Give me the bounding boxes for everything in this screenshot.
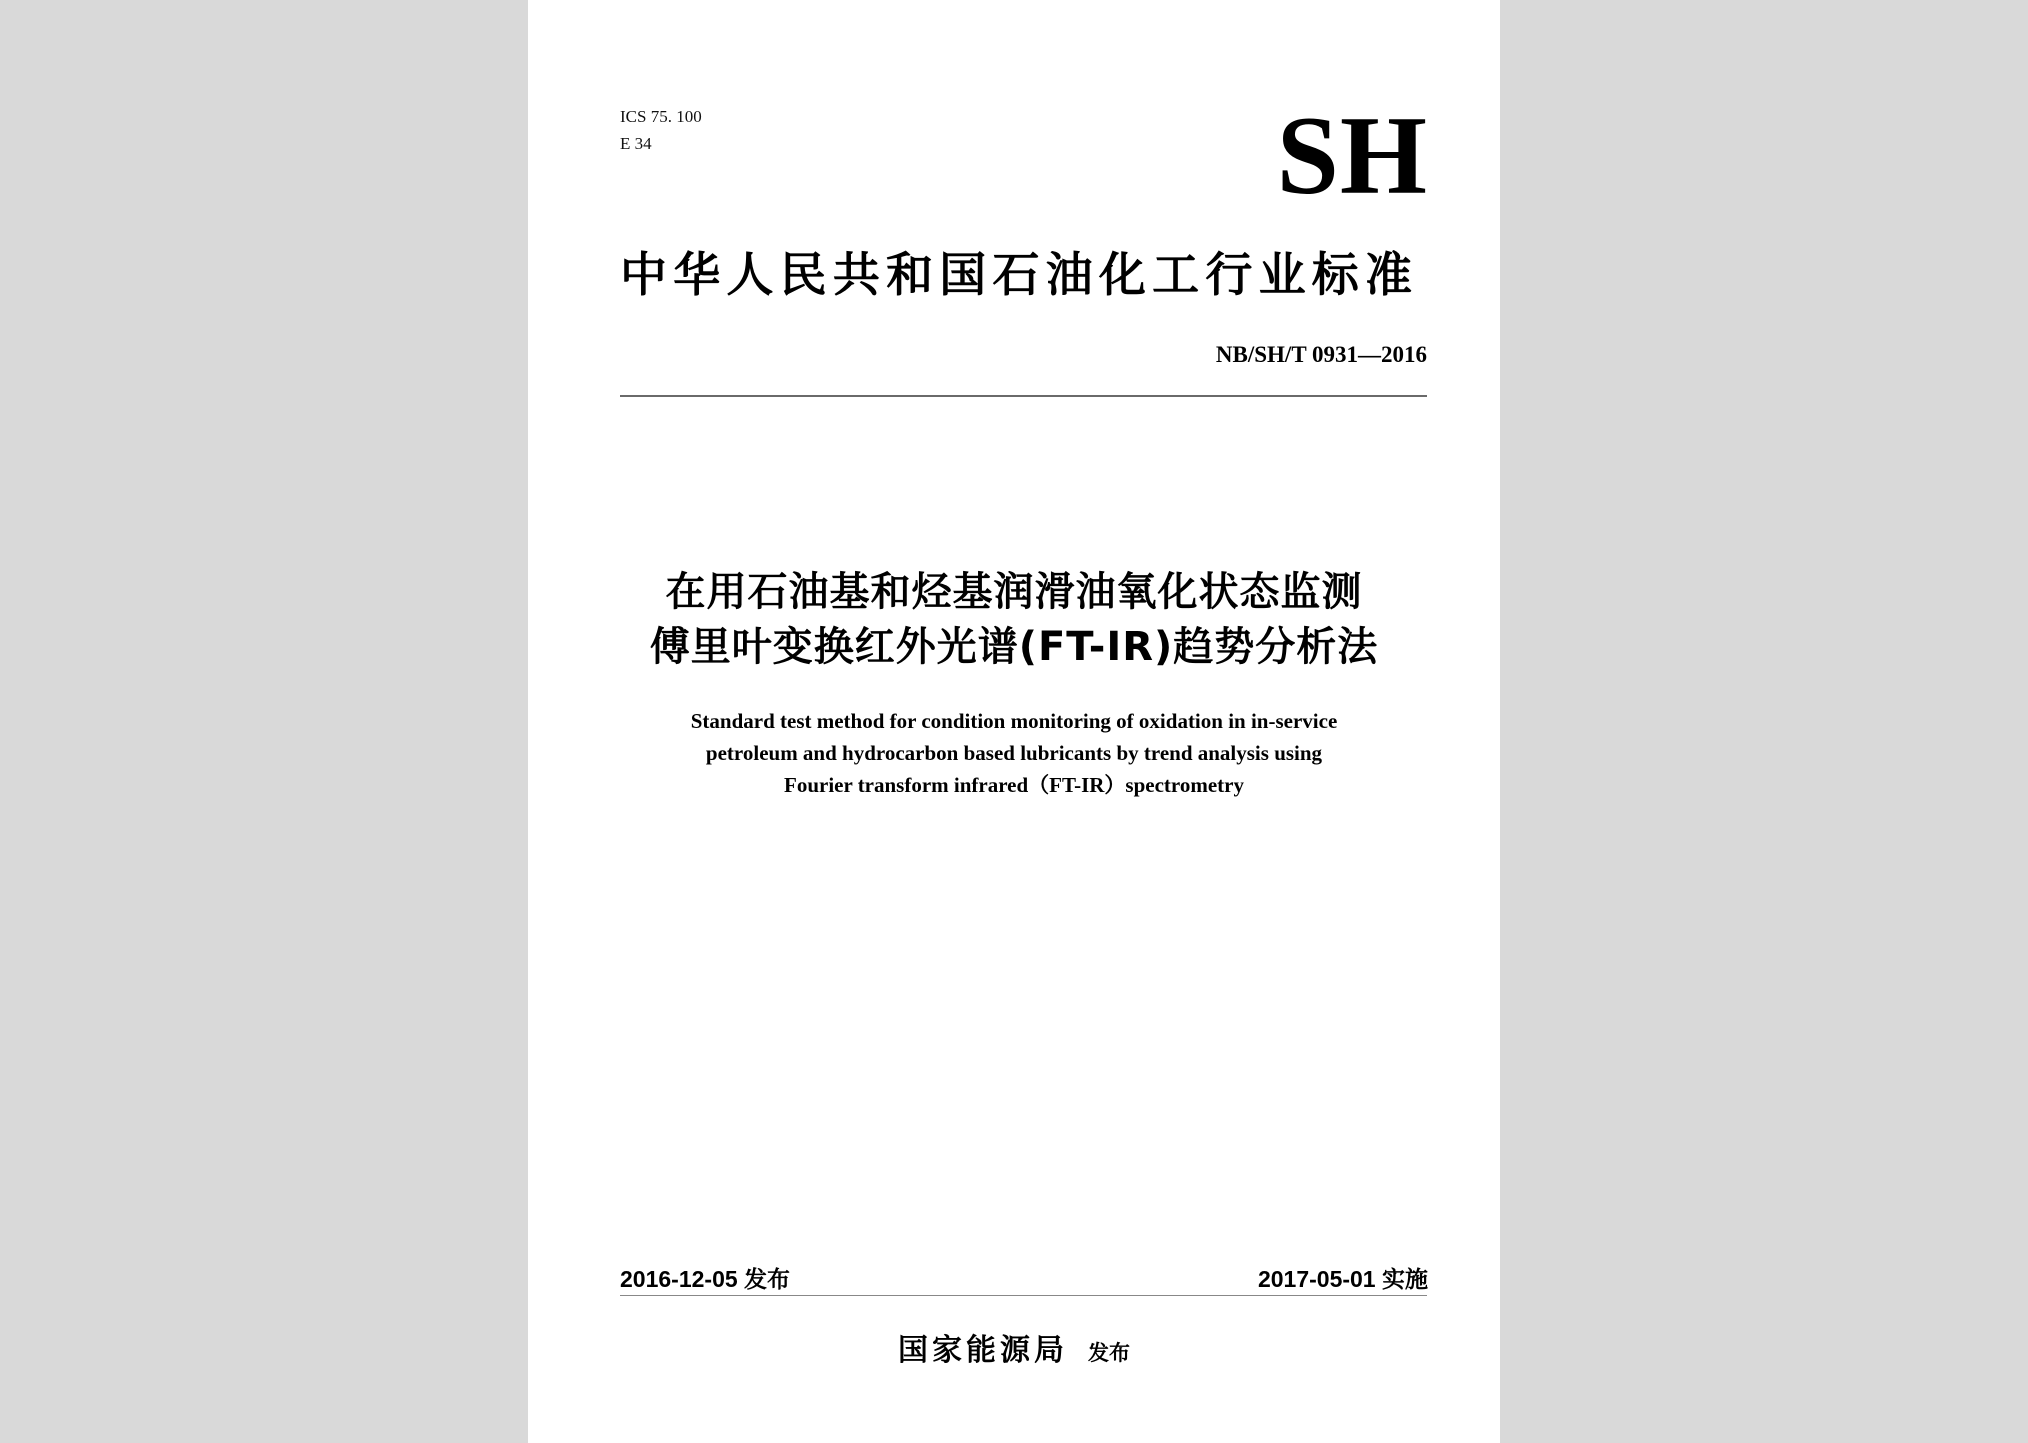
chinese-title-line-2: 傅里叶变换红外光谱(FT-IR)趋势分析法 [649, 624, 1379, 670]
chinese-title-line-1: 在用石油基和烃基润滑油氧化状态监测 [665, 569, 1363, 615]
standard-number: NB/SH/T 0931—2016 [1215, 342, 1427, 367]
english-title-line-3: Fourier transform infrared（FT-IR）spectrometry [784, 773, 1244, 797]
sh-logo: SH [1276, 94, 1428, 218]
english-title-line-1: Standard test method for condition monitoring of oxidation in in-service [690, 709, 1338, 733]
implementation-date: 2017-05-01 实施 [1257, 1266, 1428, 1292]
publisher-line [528, 1325, 1500, 1369]
document-cover-page [528, 0, 1500, 1443]
publisher-organization: 国家能源局 [898, 1333, 1068, 1368]
english-title [528, 705, 1500, 801]
category-code: E 34 [620, 134, 652, 153]
classification-codes [620, 103, 702, 157]
issue-date: 2016-12-05 发布 [620, 1266, 791, 1292]
english-title-line-2: petroleum and hydrocarbon based lubricants by trend analysis using [705, 741, 1323, 765]
footer-divider [620, 1295, 1427, 1296]
publisher-verb: 发布 [1088, 1341, 1130, 1365]
chinese-title [528, 565, 1500, 675]
header-divider [620, 395, 1427, 397]
ics-code: ICS 75. 100 [620, 107, 702, 126]
standard-category-title: 中华人民共和国石油化工行业标准 [620, 248, 1415, 303]
